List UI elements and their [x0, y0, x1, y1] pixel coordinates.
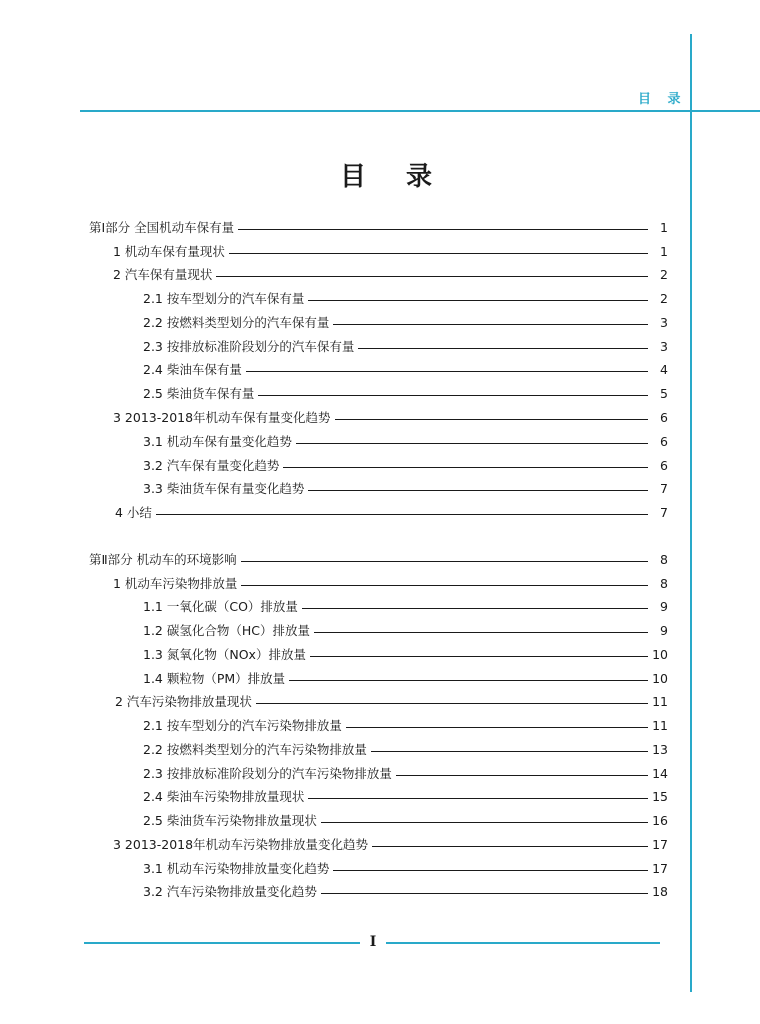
header-rule	[80, 110, 760, 112]
toc-entry[interactable]: 2.4 柴油车污染物排放量现状 15	[143, 789, 668, 804]
toc-leader	[396, 775, 648, 776]
toc-entry[interactable]: 4 小结 7	[115, 505, 668, 520]
toc-leader	[258, 395, 648, 396]
page-title: 目录	[340, 162, 473, 192]
toc-entry[interactable]: 2.5 柴油货车保有量 5	[143, 386, 668, 401]
toc-entry[interactable]: 2.2 按燃料类型划分的汽车保有量 3	[143, 315, 668, 330]
toc-leader	[283, 467, 648, 468]
toc-entry[interactable]: 1.3 氮氧化物（NOx）排放量 10	[143, 647, 668, 662]
footer-rule-left	[84, 942, 360, 944]
toc-leader	[346, 727, 648, 728]
toc-leader	[308, 300, 648, 301]
toc-leader	[371, 751, 648, 752]
toc-entry[interactable]: 2.3 按排放标准阶段划分的汽车保有量 3	[143, 339, 668, 354]
toc-leader	[314, 632, 648, 633]
toc-entry[interactable]: 3.1 机动车污染物排放量变化趋势 17	[143, 861, 668, 876]
toc-leader	[321, 893, 648, 894]
toc-leader	[229, 253, 648, 254]
toc-entry[interactable]: 3.1 机动车保有量变化趋势 6	[143, 434, 668, 449]
toc-leader	[358, 348, 648, 349]
toc-entry[interactable]: 2.4 柴油车保有量 4	[143, 362, 668, 377]
toc-entry[interactable]: 2.1 按车型划分的汽车污染物排放量 11	[143, 718, 668, 733]
toc-leader	[156, 514, 648, 515]
toc-entry[interactable]: 2.2 按燃料类型划分的汽车污染物排放量 13	[143, 742, 668, 757]
right-margin-rule	[690, 34, 692, 992]
toc-leader	[289, 680, 648, 681]
toc-leader	[308, 798, 648, 799]
toc-entry[interactable]: 1 机动车污染物排放量 8	[113, 576, 668, 591]
toc-entry[interactable]: 第Ⅰ部分 全国机动车保有量 1	[89, 220, 668, 235]
toc-entry[interactable]: 1.4 颗粒物（PM）排放量 10	[143, 671, 668, 686]
running-header: 目 录	[638, 92, 687, 107]
toc-leader	[246, 371, 648, 372]
toc-leader	[321, 822, 648, 823]
footer-rule-right	[386, 942, 660, 944]
toc-entry[interactable]: 2.1 按车型划分的汽车保有量 2	[143, 291, 668, 306]
toc-entry[interactable]: 2 汽车保有量现状 2	[113, 267, 668, 282]
toc-leader	[310, 656, 648, 657]
page-number: I	[369, 934, 377, 950]
toc-entry[interactable]: 3.2 汽车污染物排放量变化趋势 18	[143, 884, 668, 899]
toc-entry[interactable]: 3 2013-2018年机动车保有量变化趋势 6	[113, 410, 668, 425]
toc-entry[interactable]: 3.2 汽车保有量变化趋势 6	[143, 458, 668, 473]
toc-leader	[241, 561, 648, 562]
toc-entry[interactable]: 1.2 碳氢化合物（HC）排放量 9	[143, 623, 668, 638]
toc-entry[interactable]: 3.3 柴油货车保有量变化趋势 7	[143, 481, 668, 496]
toc-leader	[333, 870, 648, 871]
toc-entry[interactable]: 2.5 柴油货车污染物排放量现状 16	[143, 813, 668, 828]
toc-leader	[256, 703, 648, 704]
toc-entry[interactable]: 第Ⅱ部分 机动车的环境影响 8	[89, 552, 668, 567]
toc-entry[interactable]: 1.1 一氧化碳（CO）排放量 9	[143, 599, 668, 614]
toc-leader	[302, 608, 648, 609]
toc-leader	[216, 276, 648, 277]
toc-leader	[333, 324, 648, 325]
toc-entry[interactable]: 1 机动车保有量现状 1	[113, 244, 668, 259]
toc-entry[interactable]: 2 汽车污染物排放量现状 11	[115, 694, 668, 709]
toc-leader	[308, 490, 648, 491]
toc-leader	[296, 443, 648, 444]
toc-entry[interactable]: 2.3 按排放标准阶段划分的汽车污染物排放量 14	[143, 766, 668, 781]
toc-leader	[372, 846, 648, 847]
toc-leader	[241, 585, 648, 586]
toc-entry[interactable]: 3 2013-2018年机动车污染物排放量变化趋势 17	[113, 837, 668, 852]
toc-leader	[335, 419, 648, 420]
toc-leader	[238, 229, 648, 230]
